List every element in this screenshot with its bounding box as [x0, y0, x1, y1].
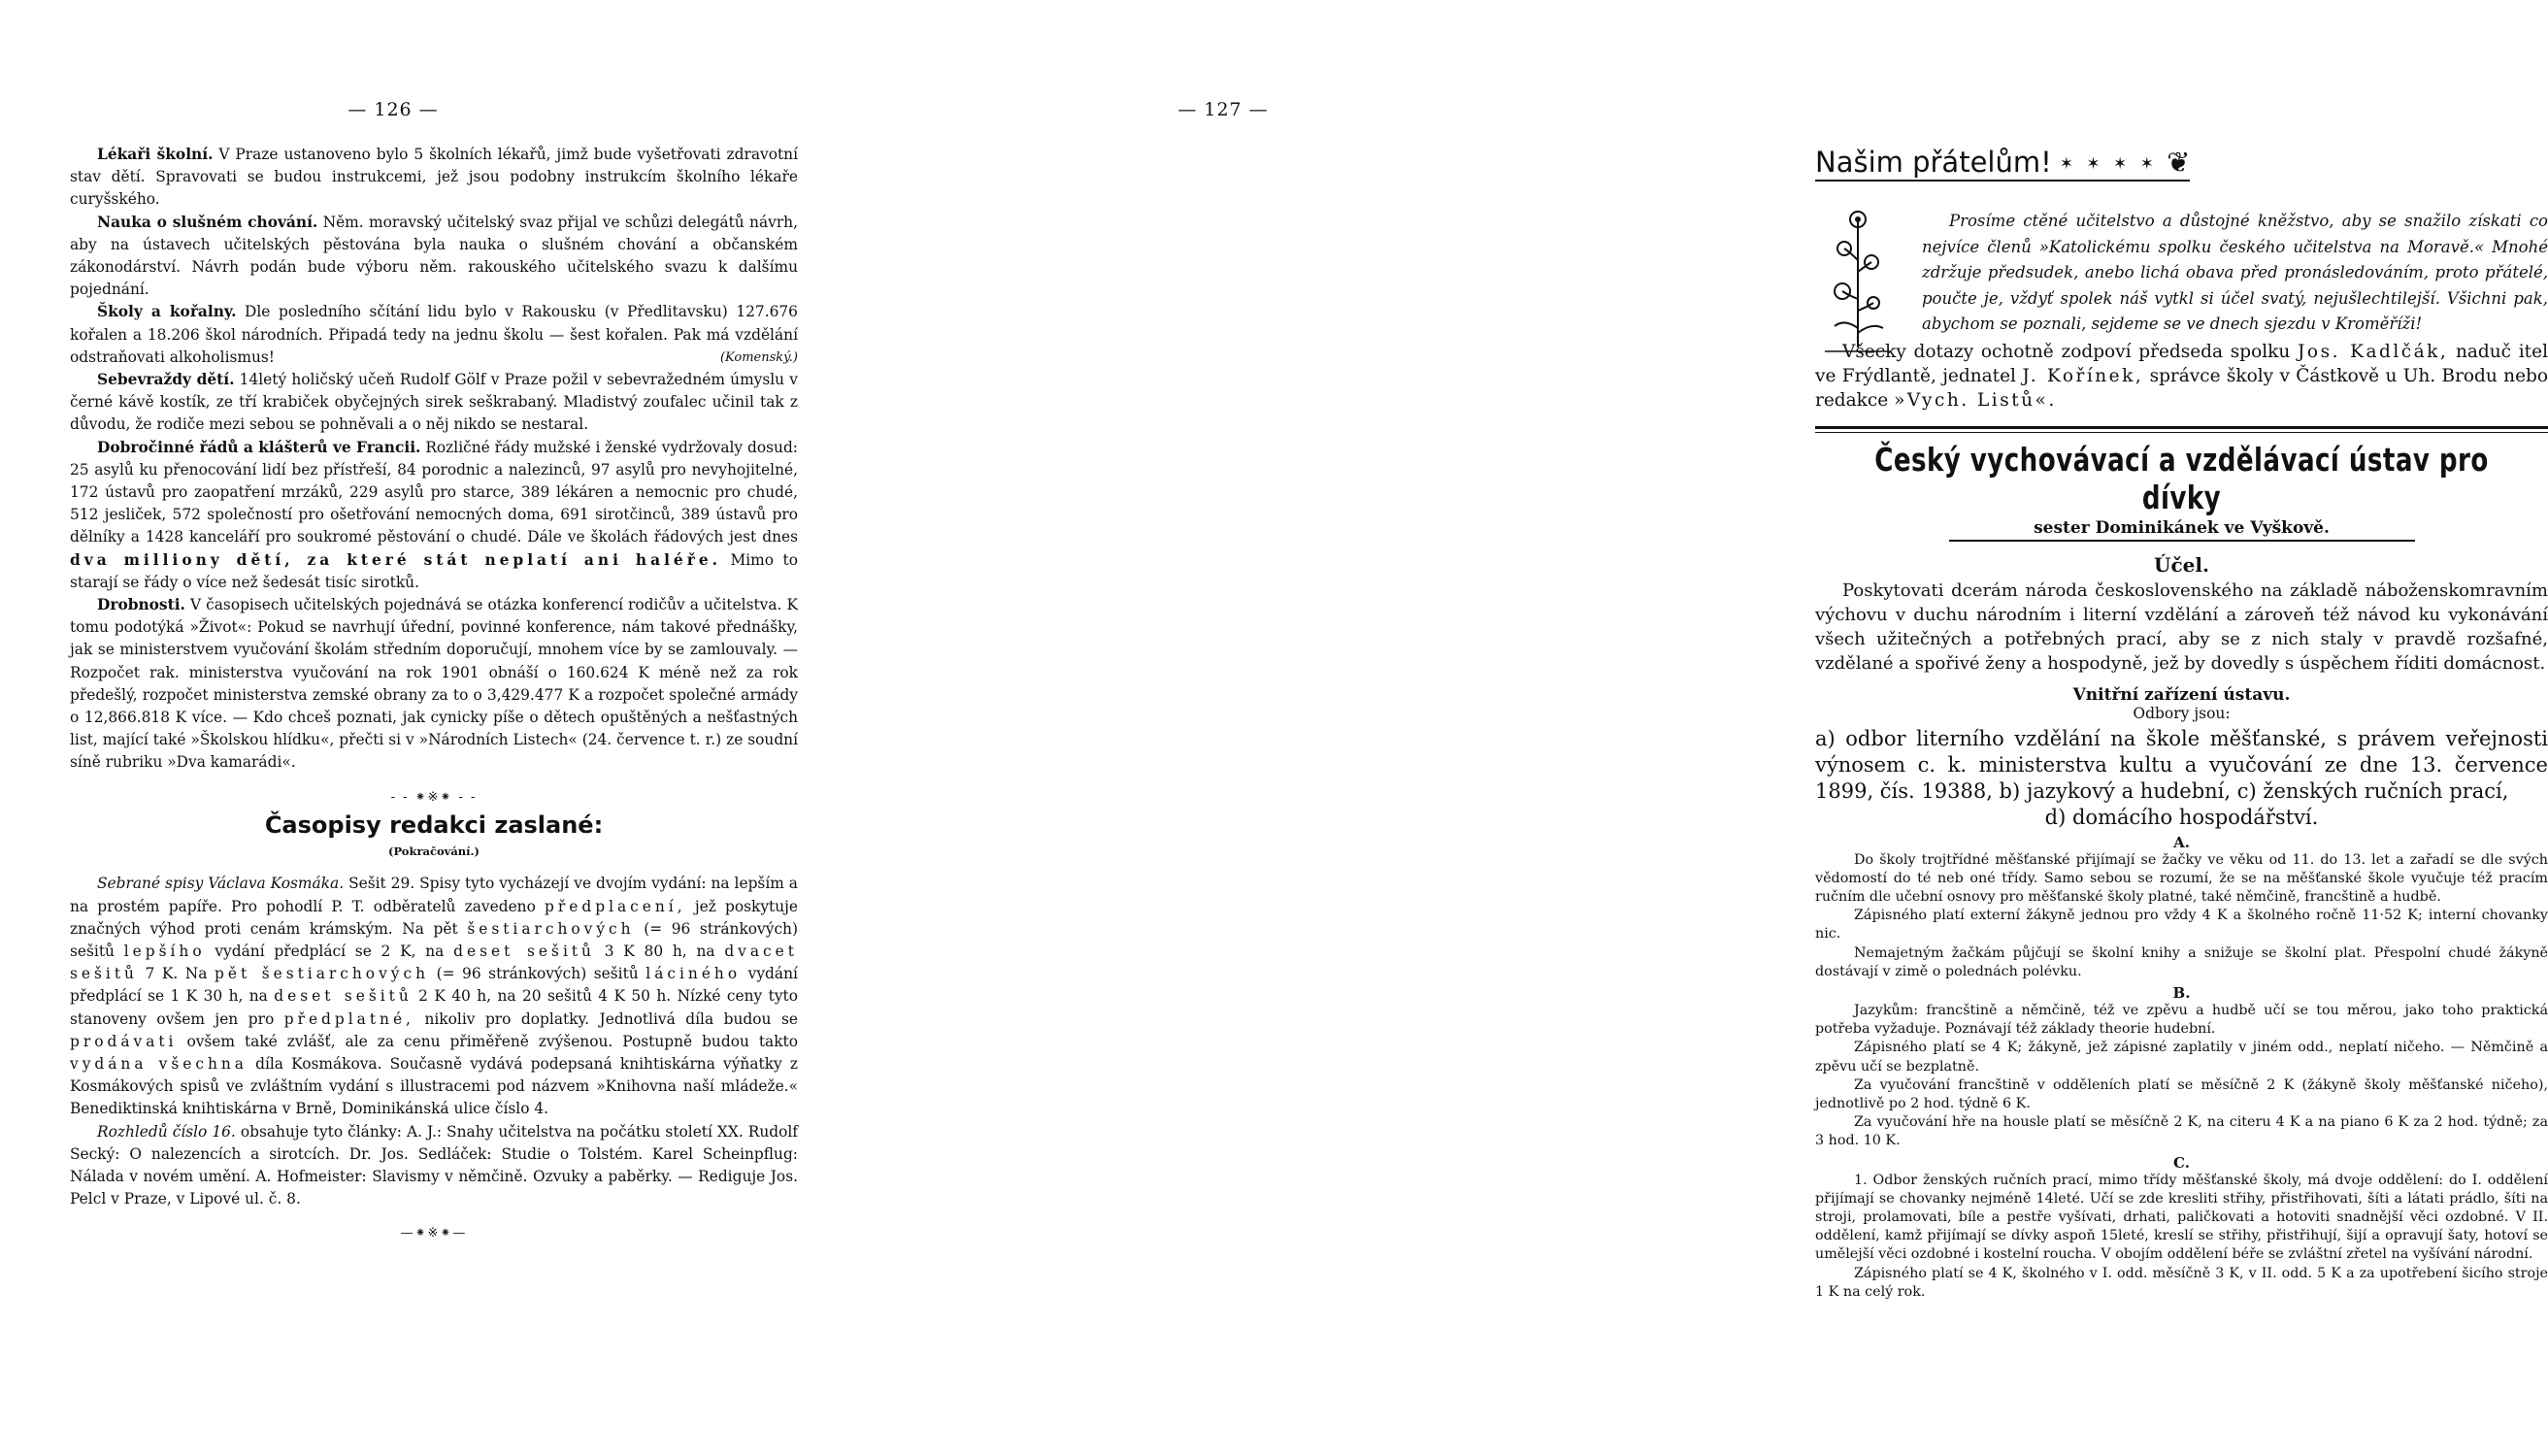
- contact-text: Všecky dotazy ochotně zodpoví předseda spolku: [1842, 341, 2291, 362]
- paragraph-text: obsahuje tyto články: A. J.: Snahy učitelstva na počátku století XX. Rudolf Secký: O nalezencích a sirotcích. Dr. Jos. Sedláček: Studie o Tolstém. Karel Scheinpflug: Nálada v novém umění. A. Hofmeister: Slavismy v němčině. Ozvuky a paběrky. — Rediguje Jos. Pelcl v Praze, v Lipové ul. č. 8.: [70, 1122, 798, 1208]
- paragraph-text: 2 K 40 h, na 20 sešitů 4 K 50 h. Nízké ceny tyto stanoveny ovšem jen pro: [70, 987, 798, 1028]
- paragraph-title: Dobročinné řádů a klášterů ve Francii.: [97, 438, 421, 456]
- section-c-text: Zápisného platí se 4 K, školného v I. odd. měsíčně 3 K, v II. odd. 5 K a za upotřebení šicího stroje 1 K na celý rok.: [1815, 1265, 2548, 1300]
- friends-heading: [1815, 146, 2190, 182]
- stars-ornament: ✶ ✶ ✶ ✶: [2059, 154, 2158, 174]
- paragraph: [70, 594, 798, 775]
- paragraph-text: nikoliv pro doplatky. Jednotlivá díla budou se: [424, 1009, 798, 1028]
- left-column: [70, 144, 798, 1251]
- spaced-text: deset sešitů: [453, 942, 595, 960]
- spaced-text: vydána všechna: [70, 1054, 248, 1073]
- section-b-text: Za vyučování francštině v odděleních platí se měsíčně 2 K (žákyně školy měšťanské ničeho), jednotlivě po 2 hod. týdně 6 K.: [1815, 1076, 2548, 1111]
- paragraph-text: Sešit 29. Spisy tyto vycházejí ve dvojím vydání: na lepším a na prostém papíře. Pro pohodlí P. T. odběratelů zavedeno: [70, 875, 798, 915]
- paragraph-text: Dle posledního sčítání lidu bylo v Rakousku (v Předlitavsku) 127.676 kořalen a 18.206 škol národních. Připadá tedy na jednu školu — šest kořalen. Pak má vzdělání odstraňovati alkoholismus!: [70, 303, 798, 366]
- ornament-divider: - - ⁕※⁕ - -: [390, 789, 478, 805]
- purpose-text: Poskytovati dcerám národa československého na základě náboženskomravním výchovu v duchu národním i literní vzdělání a zároveň též návod ku vykonávání všech užitečných a potřebných prací, aby se z nich staly v pravdě rozšafné, vzdělané a spořivé ženy a hospodyně, jež by dovedly s úspěchem říditi domácnost.: [1815, 579, 2548, 674]
- page-number: — 127 —: [1177, 99, 1269, 120]
- section-a-text: Do školy trojtřídné měšťanské přijímají se žačky ve věku od 11. do 13. let a zařadí se dle svých vědomostí do té neb oné třídy. Samo sebou se rozumí, že se na měšťanské škole vyučuje též pracím ručním dle učební osnovy pro měšťanské školy platné, také němčině, francštině a hudbě.: [1815, 851, 2548, 905]
- section-letter-c: C.: [2173, 1153, 2190, 1172]
- source-signature: (Komenský.): [719, 349, 798, 365]
- departments-text-last: d) domácího hospodářství.: [2044, 805, 2319, 829]
- page-number: — 126 —: [347, 99, 439, 120]
- section-a-text: Nemajetným žačkám půjčují se školní knihy a snižuje se školní plat. Přespolní chudé žákyně dostávají v zimě o polednách polévku.: [1815, 944, 2548, 979]
- spaced-text: předplacení,: [545, 897, 686, 915]
- contact-paragraph: [1815, 340, 2548, 413]
- paragraph-text: vydání předplácí se 1 K 30 h, na: [70, 965, 798, 1006]
- section-subtitle: (Pokračování.): [388, 844, 480, 859]
- contact-text: správce školy v Částkově u Uh. Brodu nebo redakce: [1815, 365, 2548, 411]
- emphasis-text: dva milliony dětí, za které stát neplatí ani haléře.: [70, 550, 721, 569]
- paragraph-text: V časopisech učitelských pojednává se otázka konferencí rodičův a učitelstva. K tomu podotýká »Život«: Pokud se navrhují úřední, povinné konference, nám takové přednášky, jak se ministerstvem vyučování školám středním doporučují, mnohem více by se zamlouvaly. — Rozpočet rak. ministerstva vyučování na rok 1901 obnáší o 160.624 K méně než za rok předešlý, rozpočet ministerstva zemské obrany za to o 3,429.477 K a rozpočet společné armády o 12,866.818 K více. — Kdo chceš poznati, jak cynicky píše o dětech opuštěných a nešťastných list, mající také »Školskou hlídku«, přečti si v »Národních Listech« (24. července t. r.) ze soudní síně rubriku »Dva kamarádi«.: [70, 596, 798, 772]
- paragraph-text: (= 96 stránkových) sešitů: [436, 965, 639, 983]
- purpose-heading: Účel.: [2154, 552, 2209, 577]
- spaced-text: šestiarchových: [467, 919, 635, 938]
- left-page: [0, 0, 874, 1456]
- friends-notice: [1815, 146, 2548, 413]
- section-a-text: Zápisného platí externí žákyně jednou pro vždy 4 K a školného ročně 11·52 K; interní chovanky nic.: [1815, 908, 2548, 943]
- section-c-text: 1. Odbor ženských ručních prací, mimo třídy měšťanské školy, má dvoje oddělení: do I. oddělení přijímají se chovanky nejméně 14leté. Učí se zde kresliti střihy, přistřihovati, šíti a látati prádlo, šíti na stroji, prolamovati, bíle a pestře vyšívati, drhati, paličkovati a hotoviti snadnější věci ozdobné. V II. oddělení, kamž přijímají se dívky aspoň 15leté, kreslí se střihy, přistřihují, šijí a opravují šaty, hotoví se umělejší věci ozdobné i kostelní roucha. V obojím oddělení béře se zvláštní zřetel na vyšívání národní.: [1815, 1172, 2548, 1263]
- scroll-ornament-icon: ❦: [2167, 146, 2191, 179]
- spaced-text: pět šestiarchových: [215, 965, 429, 983]
- friends-heading-text: Našim přátelům!: [1815, 146, 2052, 179]
- paragraph-text: (= 96 stránkových) sešitů: [70, 919, 798, 960]
- internal-organization-heading: Vnitřní zařízení ústavu.: [2072, 684, 2291, 705]
- section-title: Časopisy redakci zaslané:: [264, 811, 604, 839]
- paragraph-title: Nauka o slušném chování.: [97, 213, 318, 231]
- double-rule-divider: [1815, 426, 2548, 433]
- spaced-text: lepšího: [123, 942, 206, 960]
- institute-title: Český vychovávací a vzdělávací ústav pro dívky: [1874, 440, 2489, 516]
- right-column: [1815, 146, 2548, 1302]
- paragraph-title: Rozhledů číslo 16.: [97, 1122, 236, 1141]
- paragraph-text: jež poskytuje značných výhod proti cenám krámským. Na pět: [70, 897, 798, 938]
- institute-subtitle: sester Dominikánek ve Vyškově.: [1949, 518, 2415, 542]
- paragraph-text: díla Kosmákova. Současně vydává podepsaná knihtiskárna výňatky z Kosmákových spisů ve zvláštním vydání s illustracemi pod názvem »Knihovna naší mládeže.« Benediktinská knihtiskárna v Brně, Dominikánská ulice číslo 4.: [70, 1054, 798, 1118]
- section-letter-a: A.: [2173, 833, 2190, 851]
- paragraph: [70, 212, 798, 302]
- section-b-text: Zápisného platí se 4 K; žákyně, jež zápisné zaplatily v jiném odd., neplatí ničeho. — Němčině a zpěvu učí se bezplatně.: [1815, 1040, 2548, 1075]
- right-page: [874, 0, 2548, 1456]
- paragraph: [70, 437, 798, 594]
- paragraph-text: V Praze ustanoveno bylo 5 školních lékařů, jimž bude vyšetřovati zdravotní stav dětí. Spravovati se budou instrukcemi, jež jsou podobny instrukcím školního lékaře curyšského.: [70, 146, 798, 209]
- paragraph-text: 14letý holičský učeň Rudolf Gölf v Praze požil v sebevražedném úmyslu v černé kávě kostík, ze tří krabiček obyčejných sirek seškrabaný. Mladistvý zoufalec učinil tak z důvodu, že rodiče mezi sebou se pohněvali a o něj nikdo se nestaral.: [70, 371, 798, 434]
- spaced-text: dvacet sešitů: [70, 942, 798, 983]
- paragraph: [70, 873, 798, 1120]
- section-b-text: Za vyučování hře na housle platí se měsíčně 2 K, na citeru 4 K a na piano 6 K za 2 hod. týdně; za 3 hod. 10 K.: [1815, 1114, 2548, 1149]
- spaced-text: předplatné,: [283, 1009, 414, 1028]
- ornament-divider: —⁕※⁕—: [400, 1226, 468, 1241]
- appeal-text: Prosíme ctěné učitelstvo a důstojné kněžstvo, aby se snažilo získati co nejvíce členů »Katolickému spolku českého učitelstva na Moravě.« Mnohé zdržuje předsudek, anebo lichá obava před pronásledováním, proto přátelé, poučte je, vždyť spolek náš vytkl si účel svatý, nejušlechtilejší. Všichni pak, abychom se poznali, sejdeme se ve dnech sjezdu v Kroměříži!: [1922, 212, 2548, 333]
- section-letter-b: B.: [2172, 983, 2191, 1002]
- paragraph-text: 3 K 80 h, na: [604, 942, 715, 960]
- paragraph-title: Lékaři školní.: [97, 146, 214, 163]
- paragraph-title: Drobnosti.: [97, 596, 185, 614]
- paragraph-text: vydání předplácí se 2 K, na: [215, 942, 445, 960]
- paragraph-title: Sebevraždy dětí.: [97, 371, 235, 389]
- paragraph-text: Rozličné řády mužské i ženské vydržovaly dosud: 25 asylů ku přenocování lidí bez přístřeší, 84 porodnic a nalezinců, 97 asylů pro nevyhojitelné, 172 ústavů pro zaopatření mrzáků, 229 asylů pro starce, 389 lékáren a nemocnic pro chudé, 512 jesliček, 572 společností pro ošetřování nemocných doma, 691 sirotčinců, 389 ústavů pro dělníky a 1428 kanceláří pro soukromé pěstování o chudé. Dále ve školách řádových jest dnes: [70, 438, 798, 546]
- paragraph: [70, 369, 798, 437]
- spaced-text: prodávati: [70, 1032, 178, 1050]
- paragraph-text: Něm. moravský učitelský svaz přijal ve schůzi delegátů návrh, aby na ústavech učitelských pěstována byla nauka o slušném chování a občanském zákonodárství. Návrh podán bude výboru něm. rakouského učitelského svazu k dalšímu pojednání.: [70, 213, 798, 299]
- contact-name: »Vych. Listů«.: [1894, 389, 2057, 411]
- paragraph-title: Sebrané spisy Václava Kosmáka.: [97, 875, 345, 893]
- paragraph: [70, 301, 798, 369]
- paragraph-text: 7 K. Na: [145, 965, 208, 983]
- paragraph: [70, 1121, 798, 1211]
- flower-icon: [1815, 202, 1901, 357]
- paragraph: [70, 144, 798, 212]
- spaced-text: láciného: [645, 965, 742, 983]
- paragraph-text: ovšem také zvlášť, ale za cenu přiměřeně zvýšenou. Postupně budou takto: [186, 1032, 798, 1050]
- section-b-text: Jazykům: francštině a němčině, též ve zpěvu a hudbě učí se tou měrou, jako toho praktická potřeba vyžaduje. Poznávají též základy theorie hudební.: [1815, 1002, 2548, 1038]
- contact-text: naduč itel ve Frýdlantě, jednatel: [1815, 341, 2548, 386]
- paragraph-text: Mimo to starají se řády o více než šedesát tisíc sirotků.: [70, 550, 798, 591]
- contact-name: Jos. Kadlčák,: [2298, 341, 2449, 362]
- paragraph-title: Školy a kořalny.: [97, 303, 237, 321]
- departments-label: Odbory jsou:: [2133, 704, 2231, 722]
- contact-name: J. Kořínek,: [2022, 365, 2144, 386]
- departments-text: a) odbor literního vzdělání na škole měšťanské, s právem veřejnosti výnosem c. k. ministerstva kultu a vyučování ze dne 13. července 1899, čís. 19388, b) jazykový a hudební, c) ženských ručních prací,: [1815, 726, 2548, 803]
- spaced-text: deset sešitů: [274, 987, 413, 1006]
